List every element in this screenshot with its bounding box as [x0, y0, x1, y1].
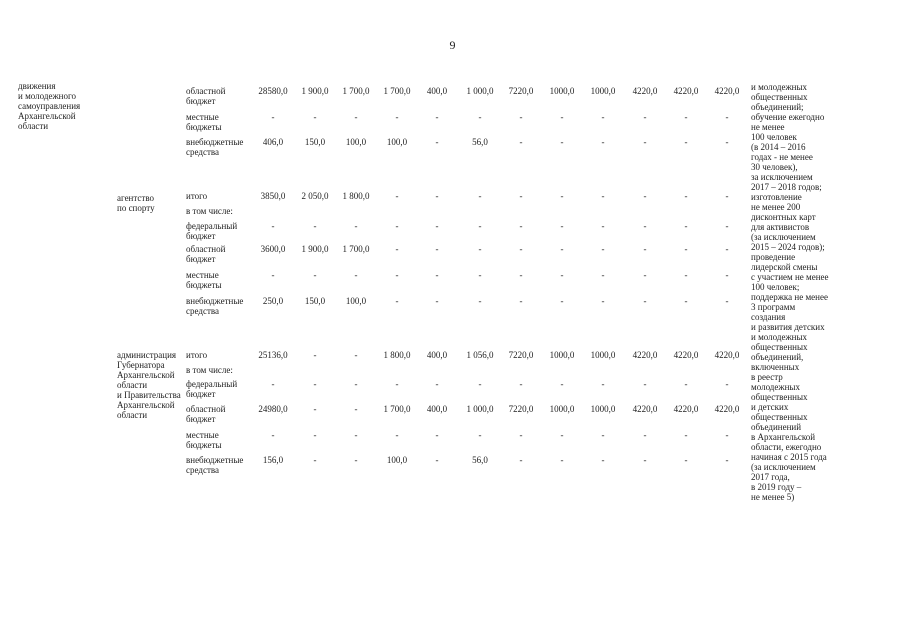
amount-cell: 1 700,0 — [342, 244, 370, 254]
amount-cell: 400,0 — [426, 404, 448, 414]
amount-cell: - — [271, 270, 275, 280]
amount-cell: - — [519, 112, 523, 122]
amount-cell: - — [643, 379, 647, 389]
amount-cell: - — [560, 221, 564, 231]
amount-cell: - — [519, 430, 523, 440]
amount-cell: 4220,0 — [632, 86, 658, 96]
amount-cell: - — [313, 404, 317, 414]
amount-cell: - — [354, 270, 358, 280]
amount-cell: - — [519, 244, 523, 254]
row-label: внебюджетные средства — [186, 137, 244, 157]
amount-cell: 4220,0 — [714, 404, 740, 414]
amount-cell: 100,0 — [386, 455, 408, 465]
amount-cell: 7220,0 — [508, 350, 534, 360]
amount-cell: 1000,0 — [549, 404, 575, 414]
amount-cell: 3600,0 — [260, 244, 286, 254]
amount-cell: 4220,0 — [714, 86, 740, 96]
amount-cell: - — [684, 244, 688, 254]
amount-cell: - — [354, 112, 358, 122]
row-label: областной бюджет — [186, 404, 226, 424]
amount-cell: - — [478, 430, 482, 440]
amount-cell: 4220,0 — [632, 350, 658, 360]
amount-cell: - — [560, 270, 564, 280]
amount-cell: - — [725, 430, 729, 440]
amount-cell: 3850,0 — [260, 191, 286, 201]
amount-cell: - — [643, 430, 647, 440]
amount-cell: - — [560, 430, 564, 440]
amount-cell: - — [725, 221, 729, 231]
amount-cell: - — [519, 270, 523, 280]
amount-cell: 1 900,0 — [301, 86, 329, 96]
amount-cell: 100,0 — [386, 137, 408, 147]
amount-cell: 25136,0 — [258, 350, 288, 360]
amount-cell: - — [313, 379, 317, 389]
amount-cell: 4220,0 — [714, 350, 740, 360]
amount-cell: 7220,0 — [508, 86, 534, 96]
amount-cell: - — [478, 112, 482, 122]
amount-cell: - — [478, 296, 482, 306]
amount-cell: - — [435, 379, 439, 389]
row-label: областной бюджет — [186, 86, 226, 106]
amount-cell: 406,0 — [262, 137, 284, 147]
amount-cell: - — [601, 296, 605, 306]
amount-cell: - — [313, 270, 317, 280]
amount-cell: - — [684, 430, 688, 440]
amount-cell: - — [643, 455, 647, 465]
row-label: местные бюджеты — [186, 270, 222, 290]
amount-cell: - — [560, 191, 564, 201]
amount-cell: - — [519, 296, 523, 306]
amount-cell: - — [519, 455, 523, 465]
amount-cell: - — [478, 244, 482, 254]
amount-cell: - — [643, 296, 647, 306]
amount-cell: 56,0 — [472, 455, 488, 465]
amount-cell: - — [313, 350, 317, 360]
amount-cell: - — [601, 221, 605, 231]
amount-cell: - — [560, 296, 564, 306]
amount-cell: - — [435, 221, 439, 231]
amount-cell: 1 800,0 — [342, 191, 370, 201]
amount-cell: - — [601, 270, 605, 280]
amount-cell: - — [435, 244, 439, 254]
amount-cell: - — [478, 379, 482, 389]
amount-cell: - — [271, 379, 275, 389]
executor-sport-agency: агентство по спорту — [117, 193, 155, 213]
amount-cell: - — [435, 430, 439, 440]
amount-cell: 1000,0 — [549, 86, 575, 96]
amount-cell: - — [725, 379, 729, 389]
amount-cell: 1000,0 — [549, 350, 575, 360]
amount-cell: - — [684, 270, 688, 280]
row-label: федеральный бюджет — [186, 221, 238, 241]
amount-cell: 56,0 — [472, 137, 488, 147]
amount-cell: - — [435, 455, 439, 465]
amount-cell: - — [478, 270, 482, 280]
expected-results-cell: и молодежных общественных объединений; обучение ежегодно не менее 100 человек (в 2014 – 2016 годах - не менее 30 человек), за исключением 2017 – 2018 годов; изготовление не менее 200 дисконтных карт для активистов (за исключением 2015 – 2024 годов); проведение лидерской смены с участием не менее 100 человек; поддержка не менее 3 программ создания и развития детских и молодежных общественных объединений, включенных в реестр молодежных общественных и детских общественных объединений в Архангельской области, ежегодно начиная с 2015 года (за исключением 2017 года, в 2019 году – не менее 5) — [751, 82, 829, 502]
amount-cell: 100,0 — [345, 296, 367, 306]
amount-cell: - — [395, 270, 399, 280]
amount-cell: - — [684, 112, 688, 122]
amount-cell: - — [435, 191, 439, 201]
amount-cell: 4220,0 — [673, 86, 699, 96]
amount-cell: - — [684, 455, 688, 465]
row-label: внебюджетные средства — [186, 455, 244, 475]
amount-cell: - — [271, 221, 275, 231]
amount-cell: - — [519, 379, 523, 389]
amount-cell: 24980,0 — [258, 404, 288, 414]
amount-cell: - — [354, 430, 358, 440]
amount-cell: 7220,0 — [508, 404, 534, 414]
amount-cell: - — [725, 244, 729, 254]
amount-cell: - — [643, 137, 647, 147]
amount-cell: - — [601, 430, 605, 440]
row-label: местные бюджеты — [186, 430, 222, 450]
amount-cell: - — [601, 379, 605, 389]
amount-cell: - — [684, 296, 688, 306]
amount-cell: 1 700,0 — [342, 86, 370, 96]
amount-cell: 1000,0 — [590, 350, 616, 360]
amount-cell: - — [395, 191, 399, 201]
amount-cell: - — [313, 221, 317, 231]
amount-cell: - — [725, 455, 729, 465]
amount-cell: - — [725, 112, 729, 122]
amount-cell: - — [560, 112, 564, 122]
amount-cell: 250,0 — [262, 296, 284, 306]
row-label: в том числе: — [186, 206, 233, 216]
amount-cell: - — [560, 244, 564, 254]
row-label: в том числе: — [186, 365, 233, 375]
executor-governor-administration: администрация Губернатора Архангельской области и Правительства Архангельской области — [117, 350, 181, 420]
amount-cell: 400,0 — [426, 350, 448, 360]
amount-cell: - — [601, 191, 605, 201]
amount-cell: - — [684, 221, 688, 231]
amount-cell: 1000,0 — [590, 86, 616, 96]
amount-cell: - — [643, 112, 647, 122]
amount-cell: - — [560, 137, 564, 147]
amount-cell: 4220,0 — [673, 404, 699, 414]
amount-cell: 150,0 — [304, 296, 326, 306]
amount-cell: - — [395, 296, 399, 306]
amount-cell: 4220,0 — [673, 350, 699, 360]
row-label: местные бюджеты — [186, 112, 222, 132]
amount-cell: - — [643, 270, 647, 280]
amount-cell: - — [395, 244, 399, 254]
row-label: областной бюджет — [186, 244, 226, 264]
amount-cell: 2 050,0 — [301, 191, 329, 201]
amount-cell: - — [354, 379, 358, 389]
amount-cell: - — [395, 430, 399, 440]
amount-cell: - — [271, 112, 275, 122]
amount-cell: - — [643, 191, 647, 201]
amount-cell: 1 700,0 — [383, 404, 411, 414]
amount-cell: - — [725, 296, 729, 306]
amount-cell: 28580,0 — [258, 86, 288, 96]
amount-cell: - — [725, 137, 729, 147]
amount-cell: - — [478, 191, 482, 201]
amount-cell: - — [354, 221, 358, 231]
amount-cell: - — [601, 137, 605, 147]
amount-cell: - — [519, 137, 523, 147]
amount-cell: 1 900,0 — [301, 244, 329, 254]
amount-cell: 1 056,0 — [466, 350, 494, 360]
amount-cell: - — [313, 455, 317, 465]
amount-cell: - — [725, 270, 729, 280]
row-label: итого — [186, 191, 208, 201]
amount-cell: - — [435, 137, 439, 147]
amount-cell: - — [313, 112, 317, 122]
row-label: внебюджетные средства — [186, 296, 244, 316]
row-label: итого — [186, 350, 208, 360]
amount-cell: - — [271, 430, 275, 440]
amount-cell: - — [601, 112, 605, 122]
amount-cell: - — [313, 430, 317, 440]
amount-cell: - — [601, 244, 605, 254]
amount-cell: - — [435, 112, 439, 122]
amount-cell: - — [354, 404, 358, 414]
row-label: федеральный бюджет — [186, 379, 238, 399]
amount-cell: - — [601, 455, 605, 465]
amount-cell: - — [725, 191, 729, 201]
amount-cell: - — [560, 455, 564, 465]
amount-cell: 1000,0 — [590, 404, 616, 414]
amount-cell: - — [395, 221, 399, 231]
amount-cell: 1 700,0 — [383, 86, 411, 96]
amount-cell: 400,0 — [426, 86, 448, 96]
amount-cell: 1 800,0 — [383, 350, 411, 360]
amount-cell: - — [684, 137, 688, 147]
amount-cell: - — [478, 221, 482, 231]
amount-cell: - — [519, 221, 523, 231]
amount-cell: - — [435, 270, 439, 280]
amount-cell: - — [684, 191, 688, 201]
page-number: 9 — [449, 38, 456, 52]
amount-cell: - — [684, 379, 688, 389]
amount-cell: 150,0 — [304, 137, 326, 147]
amount-cell: 1 000,0 — [466, 86, 494, 96]
amount-cell: - — [395, 112, 399, 122]
amount-cell: - — [643, 221, 647, 231]
amount-cell: 156,0 — [262, 455, 284, 465]
amount-cell: 100,0 — [345, 137, 367, 147]
amount-cell: - — [519, 191, 523, 201]
amount-cell: - — [435, 296, 439, 306]
amount-cell: 1 000,0 — [466, 404, 494, 414]
amount-cell: - — [354, 455, 358, 465]
amount-cell: - — [643, 244, 647, 254]
amount-cell: - — [395, 379, 399, 389]
amount-cell: 4220,0 — [632, 404, 658, 414]
amount-cell: - — [560, 379, 564, 389]
program-name-cell: движения и молодежного самоуправления Архангельской области — [18, 81, 81, 131]
amount-cell: - — [354, 350, 358, 360]
